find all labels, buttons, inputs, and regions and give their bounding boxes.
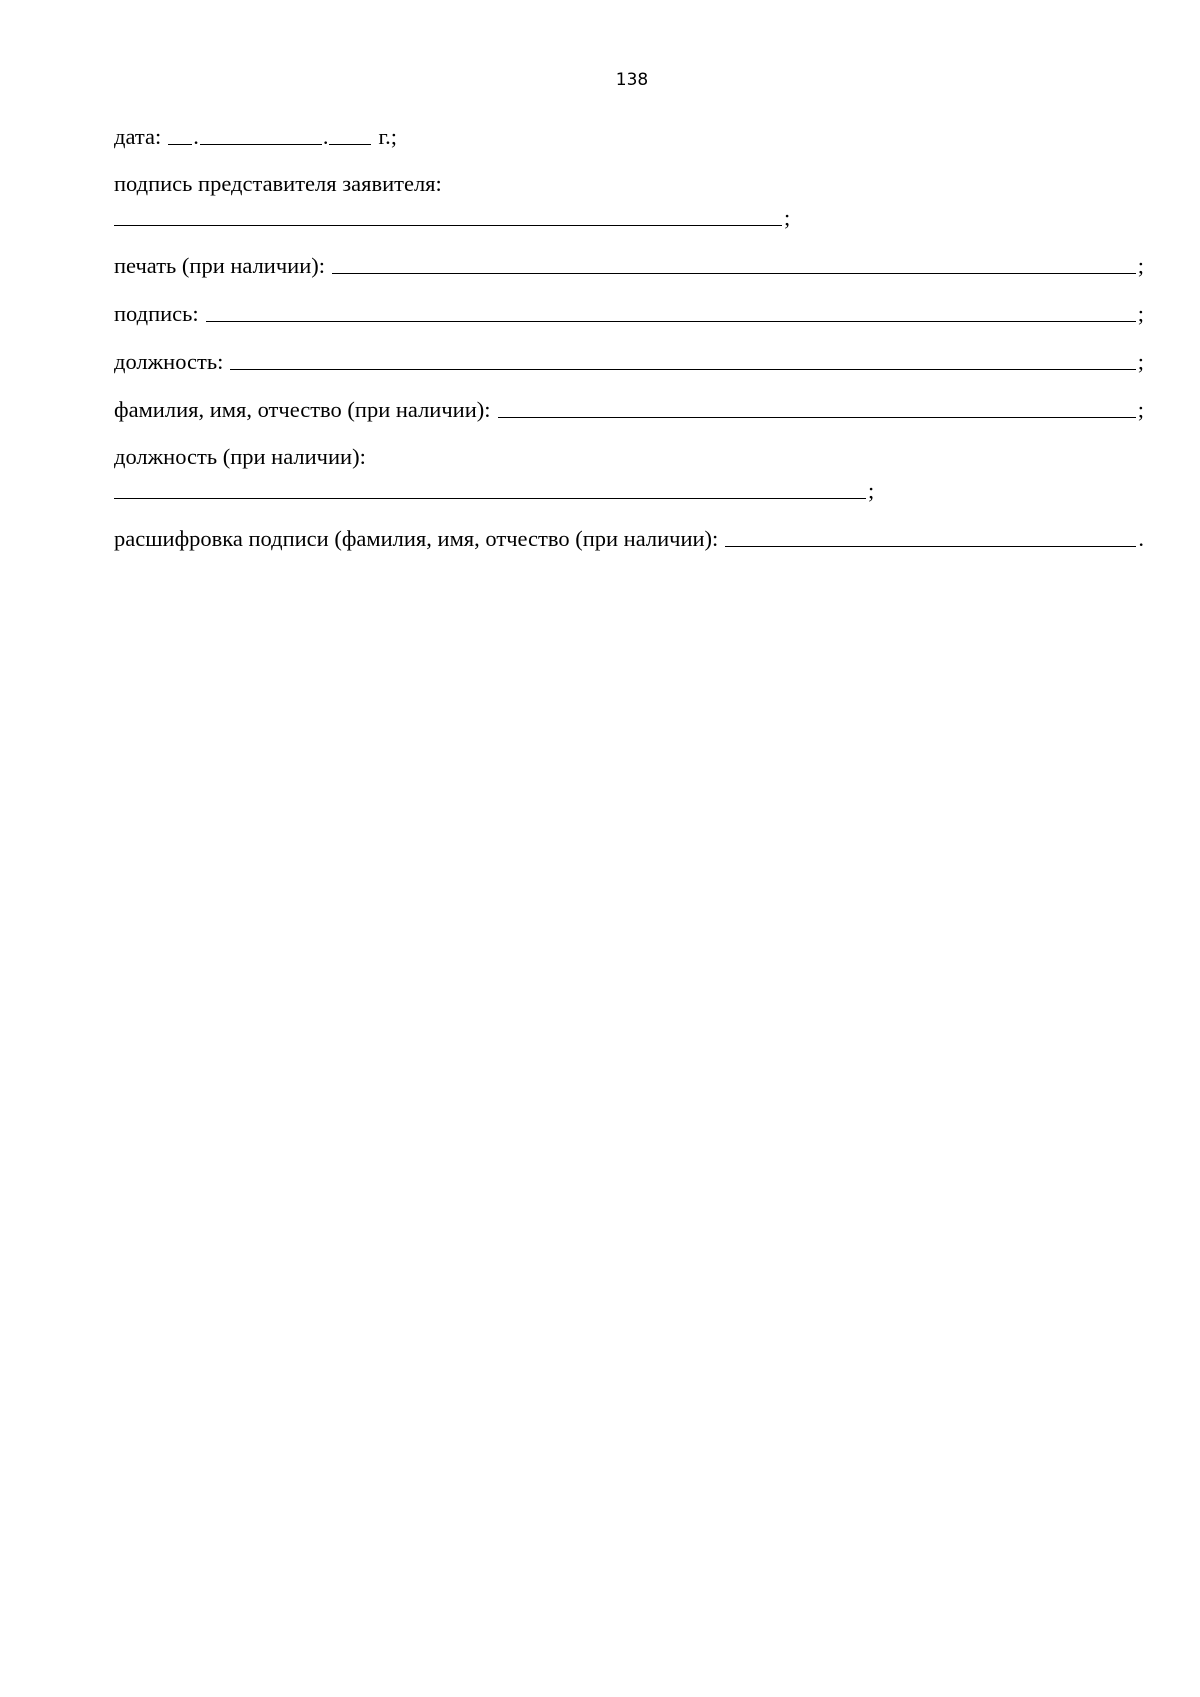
date-separator: .	[322, 124, 329, 149]
line-punct: ;	[784, 205, 791, 230]
position-optional-label: должность (при наличии):	[114, 444, 366, 469]
line-punct: ;	[1137, 253, 1144, 278]
position-optional-label-line	[114, 443, 1144, 471]
line-punct: .	[1138, 526, 1144, 551]
position-optional-line	[114, 476, 1144, 505]
line-punct: ;	[1137, 349, 1144, 374]
position-optional-blank[interactable]	[114, 476, 866, 499]
rep-signature-label-line	[114, 170, 1144, 198]
stamp-blank[interactable]	[332, 251, 1136, 274]
signature-decoding-line	[114, 524, 1144, 553]
stamp-label: печать (при наличии):	[114, 253, 325, 278]
position-blank[interactable]	[230, 347, 1135, 370]
full-name-blank[interactable]	[498, 395, 1136, 418]
rep-signature-blank[interactable]	[114, 203, 782, 226]
signature-decoding-label: расшифровка подписи (фамилия, имя, отчество (при наличии):	[114, 526, 719, 551]
position-line	[114, 347, 1144, 376]
signature-decoding-blank[interactable]	[725, 524, 1136, 547]
date-line	[114, 122, 1144, 151]
full-name-label: фамилия, имя, отчество (при наличии):	[114, 397, 491, 422]
page-number: 138	[615, 70, 649, 90]
full-name-line	[114, 395, 1144, 424]
date-month-blank[interactable]	[200, 122, 322, 145]
date-separator: .	[193, 124, 199, 149]
position-label: должность:	[114, 349, 224, 374]
date-day-blank[interactable]	[168, 122, 192, 145]
signature-blank[interactable]	[206, 299, 1136, 322]
stamp-line	[114, 251, 1144, 280]
date-suffix: г.;	[378, 124, 398, 149]
line-punct: ;	[868, 478, 875, 503]
line-punct: ;	[1137, 301, 1144, 326]
line-punct: ;	[1137, 397, 1144, 422]
date-year-blank[interactable]	[329, 122, 371, 145]
rep-signature-label: подпись представителя заявителя:	[114, 171, 442, 196]
signature-form	[114, 122, 1144, 572]
rep-signature-line	[114, 203, 1144, 232]
date-label: дата:	[114, 124, 162, 149]
signature-label: подпись:	[114, 301, 199, 326]
signature-line	[114, 299, 1144, 328]
